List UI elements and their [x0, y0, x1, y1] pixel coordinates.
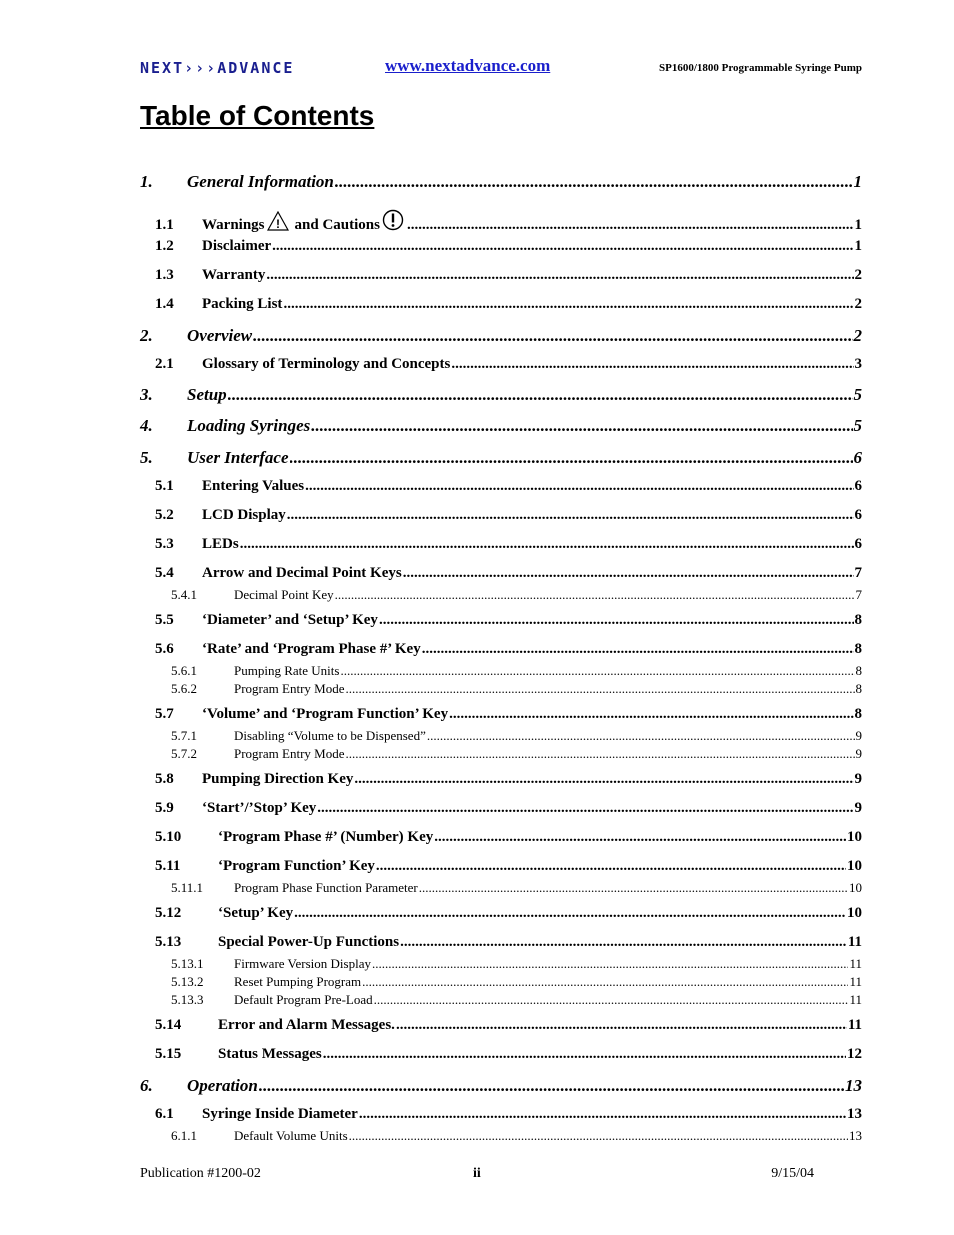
page-number: ii	[473, 1166, 481, 1181]
toc-entry-number: 5.13.1	[171, 956, 204, 971]
toc-leader-dots	[228, 385, 853, 405]
toc-entry-title: Disclaimer	[202, 238, 272, 254]
toc-entry-title: Error and Alarm Messages.	[218, 1017, 395, 1033]
toc-leader-dots	[317, 800, 853, 817]
company-logo: NEXT›››ADVANCE	[140, 59, 295, 77]
toc-entry-title-part: and Cautions	[294, 217, 380, 233]
toc-entry-number: 2.	[140, 326, 153, 345]
toc-entry-title: LCD Display	[202, 507, 286, 523]
toc-leader-dots	[359, 1106, 846, 1123]
toc-entry[interactable]	[171, 992, 862, 1008]
svg-text:!: !	[275, 217, 280, 231]
toc-entry-title: Pumping Rate Units	[234, 663, 340, 678]
toc-leader-dots	[294, 905, 846, 922]
toc-entry-title: Pumping Direction Key	[202, 771, 354, 787]
toc-entry-page: 2	[854, 267, 862, 283]
toc-entry-page: 8	[854, 641, 862, 657]
toc-entry-page: 9	[854, 800, 862, 816]
toc-entry[interactable]	[155, 934, 862, 951]
toc-leader-dots	[335, 587, 855, 603]
toc-leader-dots	[407, 217, 854, 234]
toc-leader-dots	[253, 326, 852, 346]
warning-triangle-icon	[267, 211, 289, 231]
toc-entry-page: 13	[849, 1128, 862, 1143]
toc-entry[interactable]	[155, 536, 862, 553]
toc-entry-number: 5.5	[155, 612, 174, 628]
toc-entry-title: General Information	[187, 172, 334, 191]
toc-leader-dots	[422, 641, 854, 658]
toc-entry[interactable]	[155, 356, 862, 373]
toc-leader-dots	[311, 416, 852, 436]
toc-leader-dots	[340, 663, 854, 679]
toc-entry-number: 1.	[140, 172, 153, 191]
toc-leader-dots	[427, 728, 855, 744]
toc-entry-title: Firmware Version Display	[234, 956, 371, 971]
toc-entry-number: 5.7	[155, 706, 174, 722]
toc-entry-page: 11	[849, 974, 862, 989]
toc-entry[interactable]	[171, 880, 862, 896]
toc-entry[interactable]	[155, 641, 862, 658]
toc-entry-number: 6.1	[155, 1106, 174, 1122]
toc-entry-number: 5.6	[155, 641, 174, 657]
toc-entry[interactable]	[140, 1076, 862, 1096]
toc-entry[interactable]	[155, 905, 862, 922]
toc-entry-title: Entering Values	[202, 478, 305, 494]
toc-leader-dots	[372, 956, 849, 972]
toc-entry-title: Decimal Point Key	[234, 587, 334, 602]
toc-entry-number: 5.4.1	[171, 587, 197, 602]
toc-entry-number: 1.3	[155, 267, 174, 283]
toc-entry-number: 5.7.1	[171, 728, 197, 743]
toc-entry-title: ‘Rate’ and ‘Program Phase #’ Key	[202, 641, 421, 657]
toc-entry-number: 5.9	[155, 800, 174, 816]
toc-entry-page: 8	[854, 612, 862, 628]
toc-leader-dots	[290, 448, 853, 468]
toc-entry-title: ‘Program Phase #’ (Number) Key	[218, 829, 434, 845]
toc-entry-number: 5.	[140, 448, 153, 467]
page-header	[140, 56, 862, 82]
toc-entry[interactable]	[155, 1106, 862, 1123]
toc-entry-page: 8	[855, 663, 862, 678]
toc-entry[interactable]	[155, 565, 862, 582]
toc-entry-number: 6.	[140, 1076, 153, 1095]
toc-entry[interactable]	[155, 706, 862, 723]
toc-leader-dots	[379, 612, 854, 629]
toc-entry[interactable]	[171, 587, 862, 603]
product-name: SP1600/1800 Programmable Syringe Pump	[659, 62, 862, 74]
toc-leader-dots	[354, 771, 853, 788]
toc-entry[interactable]	[155, 771, 862, 788]
toc-entry-number: 5.13	[155, 934, 182, 950]
toc-entry-page: 7	[854, 565, 862, 581]
toc-entry[interactable]	[155, 800, 862, 817]
toc-entry-title-part: Warnings	[202, 217, 265, 233]
toc-entry[interactable]	[171, 1128, 862, 1144]
toc-entry-number: 5.6.1	[171, 663, 197, 678]
toc-entry-number: 3.	[140, 385, 153, 404]
toc-entry-number: 1.1	[155, 217, 174, 233]
toc-entry-title: Overview	[187, 326, 253, 345]
toc-entry-number: 5.11.1	[171, 880, 204, 895]
toc-entry-number: 5.7.2	[171, 746, 197, 761]
toc-entry-page: 13	[847, 1106, 862, 1122]
toc-leader-dots	[335, 172, 853, 192]
toc-entry-page: 8	[854, 706, 862, 722]
toc-leader-dots	[283, 296, 853, 313]
toc-leader-dots	[451, 356, 853, 373]
toc-entry-title: Arrow and Decimal Point Keys	[202, 565, 402, 581]
toc-leader-dots	[419, 880, 848, 896]
toc-leader-dots	[400, 934, 847, 951]
toc-entry-page: 10	[847, 829, 862, 845]
toc-entry[interactable]	[140, 448, 862, 468]
toc-entry-title: Reset Pumping Program	[234, 974, 362, 989]
toc-entry-page: 3	[854, 356, 862, 372]
toc-entry[interactable]	[155, 1017, 862, 1034]
toc-entry-page: 1	[854, 217, 862, 233]
toc-entry-title: Loading Syringes	[187, 416, 311, 435]
toc-entry-number: 4.	[140, 416, 153, 435]
toc-entry[interactable]	[155, 507, 862, 524]
toc-entry[interactable]	[155, 296, 862, 313]
toc-entry-title: Setup	[187, 385, 227, 404]
toc-entry-page: 9	[854, 771, 862, 787]
toc-entry-page: 6	[854, 478, 862, 494]
publication-date: 9/15/04	[771, 1166, 814, 1181]
toc-leader-dots	[362, 974, 848, 990]
toc-entry-page: 11	[847, 934, 862, 950]
toc-entry-number: 5.8	[155, 771, 174, 787]
toc-leader-dots	[287, 507, 854, 524]
toc-entry[interactable]	[155, 478, 862, 495]
toc-leader-dots	[345, 681, 854, 697]
toc-entry-page: 2	[854, 296, 862, 312]
toc-entry-number: 5.13.3	[171, 992, 204, 1007]
toc-entry-title: Status Messages	[218, 1046, 322, 1062]
toc-entry[interactable]	[155, 238, 862, 255]
toc-entry-number: 5.6.2	[171, 681, 197, 696]
toc-entry-number: 5.11	[155, 858, 181, 874]
toc-leader-dots	[434, 829, 846, 846]
toc-entry-title: Disabling “Volume to be Dispensed”	[234, 728, 426, 743]
toc-entry-page: 10	[847, 858, 862, 874]
toc-entry-page: 10	[847, 905, 862, 921]
toc-entry-page: 12	[847, 1046, 862, 1062]
toc-entry-title: Packing List	[202, 296, 283, 312]
toc-entry-title: User Interface	[187, 448, 289, 467]
caution-circle-icon	[382, 209, 404, 231]
toc-leader-dots	[240, 536, 854, 553]
toc-entry-page: 1	[853, 172, 862, 191]
toc-entry-page: 7	[855, 587, 862, 602]
toc-entry[interactable]	[171, 746, 862, 762]
toc-entry-title: ‘Volume’ and ‘Program Function’ Key	[202, 706, 449, 722]
toc-entry-page: 6	[854, 536, 862, 552]
toc-entry-page: 11	[849, 992, 862, 1007]
toc-entry-number: 5.2	[155, 507, 174, 523]
toc-entry-number: 5.10	[155, 829, 182, 845]
toc-leader-dots	[305, 478, 853, 495]
toc-entry[interactable]	[155, 829, 862, 846]
toc-entry-title	[202, 209, 406, 234]
toc-entry[interactable]	[140, 326, 862, 346]
toc-entry-title: Program Entry Mode	[234, 746, 345, 761]
toc-entry-title: Syringe Inside Diameter	[202, 1106, 358, 1122]
toc-entry-page: 8	[855, 681, 862, 696]
toc-entry-title: Warranty	[202, 267, 266, 283]
toc-entry-page: 5	[853, 416, 862, 435]
toc-entry-number: 5.14	[155, 1017, 182, 1033]
toc-entry-number: 5.3	[155, 536, 174, 552]
toc-leader-dots	[376, 858, 846, 875]
toc-leader-dots	[374, 992, 849, 1008]
toc-entry-title: Program Phase Function Parameter	[234, 880, 418, 895]
toc-entry-title: Special Power-Up Functions	[218, 934, 400, 950]
toc-entry-page: 9	[855, 746, 862, 761]
toc-entry[interactable]	[171, 974, 862, 990]
toc-leader-dots	[349, 1128, 848, 1144]
toc-entry[interactable]	[140, 416, 862, 436]
toc-entry-page: 11	[847, 1017, 862, 1033]
website-link[interactable]: www.nextadvance.com	[385, 56, 551, 75]
toc-entry-number: 5.4	[155, 565, 174, 581]
page-title: Table of Contents	[140, 100, 375, 131]
toc-leader-dots	[403, 565, 854, 582]
toc-entry-number: 5.12	[155, 905, 182, 921]
toc-leader-dots	[449, 706, 853, 723]
toc-entry[interactable]	[171, 956, 862, 972]
toc-entry[interactable]	[155, 267, 862, 284]
toc-leader-dots	[345, 746, 854, 762]
toc-entry-page: 10	[849, 880, 862, 895]
toc-entry-number: 5.15	[155, 1046, 182, 1062]
toc-entry-page: 13	[845, 1076, 862, 1095]
toc-entry-page: 2	[853, 326, 862, 345]
toc-leader-dots	[266, 267, 853, 284]
toc-entry-title: Default Volume Units	[234, 1128, 348, 1143]
toc-entry-title: ‘Start’/’Stop’ Key	[202, 800, 317, 816]
toc-entry[interactable]	[140, 385, 862, 405]
toc-entry-number: 6.1.1	[171, 1128, 197, 1143]
toc-entry-title: ‘Program Function’ Key	[218, 858, 375, 874]
toc-entry-title: Program Entry Mode	[234, 681, 345, 696]
toc-entry-page: 9	[855, 728, 862, 743]
toc-entry-page: 11	[849, 956, 862, 971]
toc-entry-page: 6	[853, 448, 862, 467]
toc-entry-number: 2.1	[155, 356, 174, 372]
toc-entry[interactable]	[155, 1046, 862, 1063]
toc-entry-title: Default Program Pre-Load	[234, 992, 373, 1007]
toc-entry-title: Operation	[187, 1076, 258, 1095]
publication-number: Publication #1200-02	[140, 1166, 261, 1181]
toc-entry-number: 1.2	[155, 238, 174, 254]
toc-entry-number: 5.1	[155, 478, 174, 494]
toc-entry-page: 6	[854, 507, 862, 523]
toc-entry[interactable]	[171, 681, 862, 697]
toc-entry[interactable]	[155, 858, 862, 875]
toc-entry-title: Glossary of Terminology and Concepts	[202, 356, 451, 372]
toc-entry-page: 5	[853, 385, 862, 404]
toc-entry-number: 1.4	[155, 296, 174, 312]
toc-entry-number: 5.13.2	[171, 974, 204, 989]
toc-entry[interactable]	[155, 612, 862, 629]
toc-entry-title: LEDs	[202, 536, 239, 552]
toc-entry-title: ‘Diameter’ and ‘Setup’ Key	[202, 612, 378, 628]
toc-entry-title: ‘Setup’ Key	[218, 905, 294, 921]
toc-entry[interactable]	[140, 172, 862, 192]
toc-entry[interactable]	[171, 663, 862, 679]
toc-entry-page: 1	[854, 238, 862, 254]
toc-leader-dots	[396, 1017, 847, 1034]
toc-leader-dots	[259, 1076, 844, 1096]
toc-leader-dots	[272, 238, 853, 255]
toc-entry[interactable]	[171, 728, 862, 744]
toc-leader-dots	[323, 1046, 846, 1063]
toc-entry[interactable]	[155, 209, 862, 234]
